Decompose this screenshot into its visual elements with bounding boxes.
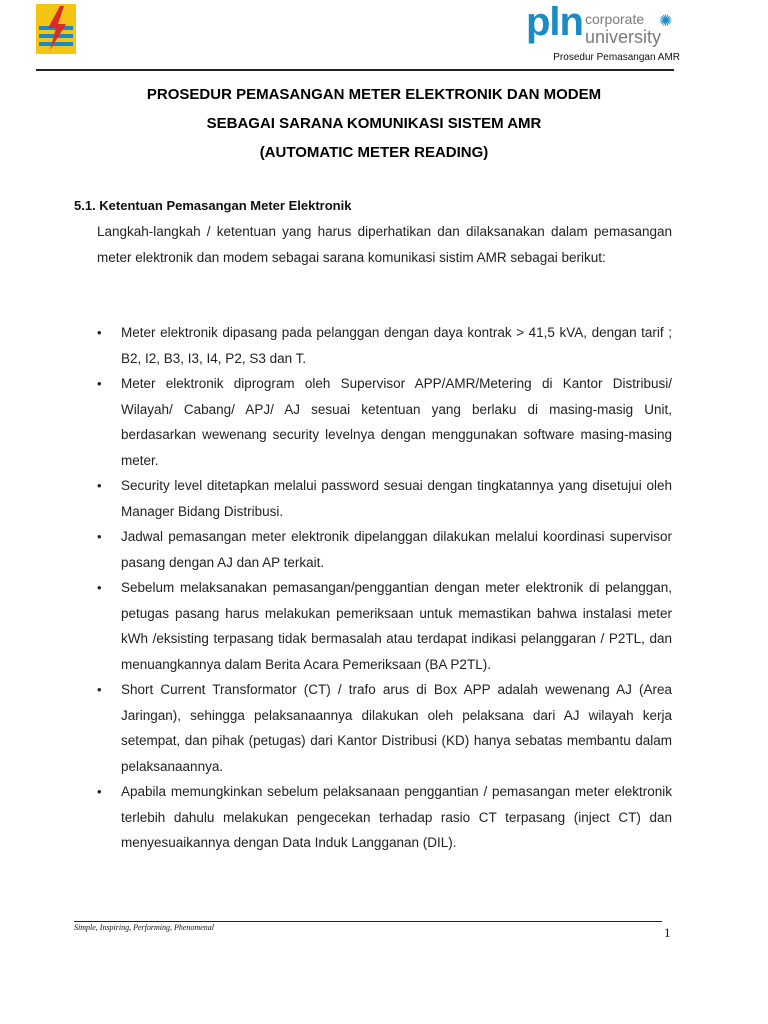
title-line-1: PROSEDUR PEMASANGAN METER ELEKTRONIK DAN MODEM bbox=[146, 86, 602, 103]
footer-motto: Simple, Inspiring, Performing, Phenomenal bbox=[74, 923, 214, 932]
bullet-icon: • bbox=[97, 325, 102, 340]
title-line-3: (AUTOMATIC METER READING) bbox=[259, 144, 489, 161]
list-item bbox=[97, 473, 672, 524]
title-line-2: SEBAGAI SARANA KOMUNIKASI SISTEM AMR bbox=[206, 115, 542, 132]
list-item-text: Security level ditetapkan melalui password sesuai dengan tingkatannya yang disetujui oleh Manager Bidang Distribusi. bbox=[121, 478, 672, 519]
list-item-text: Apabila memungkinkan sebelum pelaksanaan penggantian / pemasangan meter elektronik terlebih dahulu melakukan pengecekan terhadap rasio CT terpasang (inject CT) dan menyesuaikannya dengan Data Induk Langganan (DIL). bbox=[121, 784, 672, 850]
bullet-icon: • bbox=[97, 580, 102, 595]
list-item bbox=[97, 371, 672, 473]
section-intro: Langkah-langkah / ketentuan yang harus diperhatikan dan dilaksanakan dalam pemasangan meter elektronik dan modem sebagai sarana komunikasi sistim AMR sebagai berikut: bbox=[97, 224, 672, 265]
logo-corporate-text: corporate bbox=[585, 11, 645, 27]
bullet-icon: • bbox=[97, 784, 102, 799]
section-heading: 5.1. Ketentuan Pemasangan Meter Elektronik bbox=[74, 198, 352, 213]
list-item bbox=[97, 320, 672, 371]
list-item-text: Meter elektronik dipasang pada pelanggan dengan daya kontrak > 41,5 kVA, dengan tarif ; B2, I2, B3, I3, I4, P2, S3 dan T. bbox=[121, 325, 672, 366]
list-item-text: Jadwal pemasangan meter elektronik dipelanggan dilakukan melalui koordinasi supervisor pasang dengan AJ dan AP terkait. bbox=[121, 529, 672, 570]
bullet-icon: • bbox=[97, 478, 102, 493]
page-number: 1 bbox=[664, 925, 671, 940]
list-item-text: Sebelum melaksanakan pemasangan/penggantian dengan meter elektronik di pelanggan, petugas pasang harus melakukan pemeriksaan untuk memastikan bahwa instalasi meter kWh /eksisting terpasang tidak bermasalah atau terdapat indikasi pelanggaran / P2TL, dan menuangkannya dalam Berita Acara Pemeriksaan (BA P2TL). bbox=[121, 580, 672, 672]
bullet-icon: • bbox=[97, 376, 102, 391]
list-item bbox=[97, 779, 672, 856]
pln-corporate-university-logo bbox=[526, 0, 682, 52]
header-caption: Prosedur Pemasangan AMR bbox=[553, 52, 680, 63]
sun-icon: ✺ bbox=[659, 13, 673, 30]
footer-divider bbox=[74, 921, 662, 922]
document-title bbox=[70, 80, 678, 167]
list-item bbox=[97, 677, 672, 779]
list-item-text: Meter elektronik diprogram oleh Supervisor APP/AMR/Metering di Kantor Distribusi/ Wilayah/ Cabang/ APJ/ AJ sesuai ketentuan yang berlaku di masing-masig Unit, berdasarkan wewenang security levelnya dengan menggunakan software masing-masing meter. bbox=[121, 376, 672, 468]
logo-pln-text: pln bbox=[526, 0, 583, 44]
bullet-icon: • bbox=[97, 682, 102, 697]
header-divider bbox=[36, 69, 674, 71]
bullet-icon: • bbox=[97, 529, 102, 544]
list-item bbox=[97, 524, 672, 575]
requirements-list bbox=[97, 320, 672, 856]
list-item bbox=[97, 575, 672, 677]
list-item-text: Short Current Transformator (CT) / trafo arus di Box APP adalah wewenang AJ (Area Jaringan), sehingga pelaksanaannya dilakukan oleh pelaksana dari AJ wilayah kerja setempat, dan pihak (petugas) dari Kantor Distribusi (KD) hanya sebatas membantu dalam pelaksanaannya. bbox=[121, 682, 672, 774]
pln-logo bbox=[36, 4, 76, 54]
logo-university-text: university bbox=[585, 27, 662, 47]
